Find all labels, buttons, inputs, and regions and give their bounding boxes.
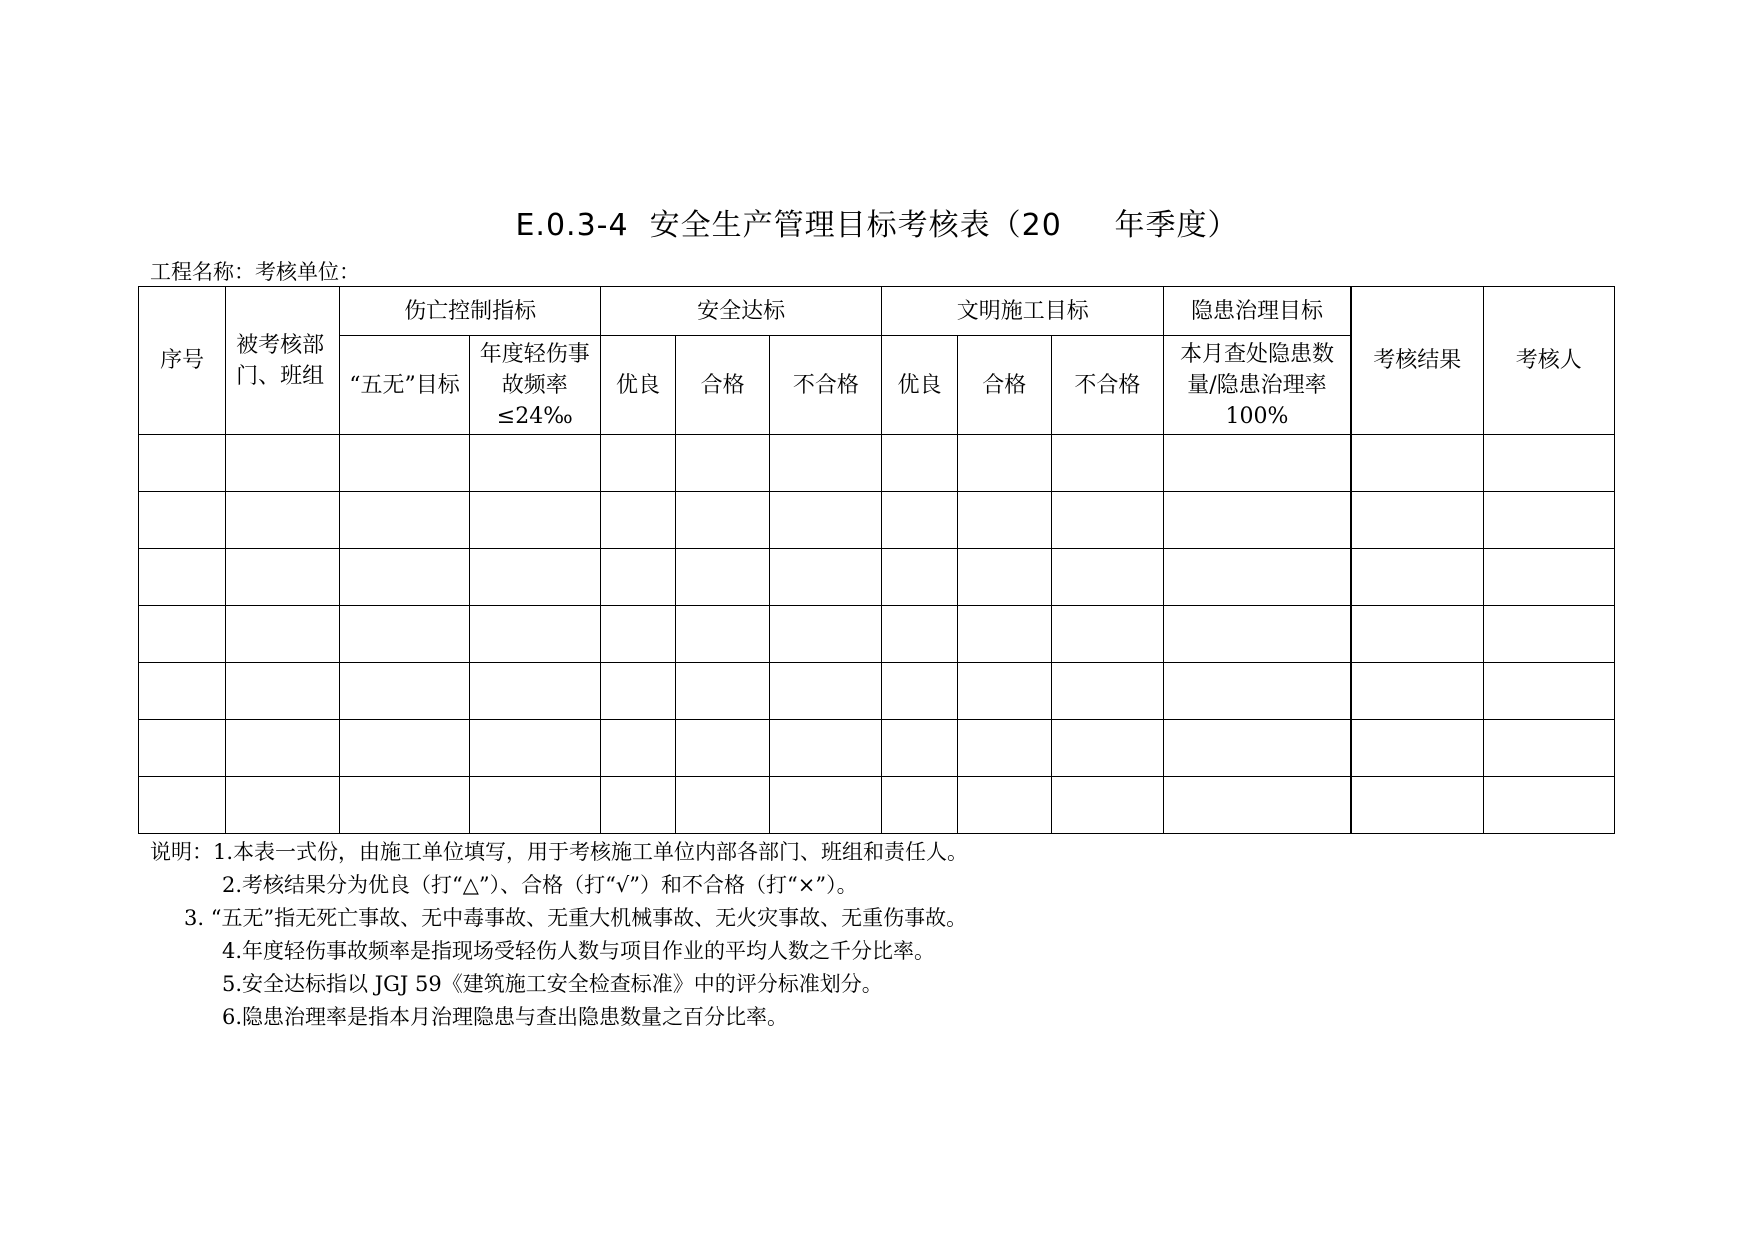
table-cell[interactable] (1483, 435, 1614, 492)
table-cell[interactable] (139, 663, 226, 720)
table-cell[interactable] (139, 720, 226, 777)
table-cell[interactable] (957, 549, 1051, 606)
table-cell[interactable] (226, 435, 340, 492)
note-item-3: 3. “五无”指无死亡事故、无中毒事故、无重大机械事故、无火灾事故、无重伤事故。 (184, 906, 968, 930)
header-civil-good: 优良 (882, 336, 957, 435)
table-cell[interactable] (1483, 663, 1614, 720)
table-cell[interactable] (676, 435, 770, 492)
table-row (139, 777, 1615, 834)
table-cell[interactable] (600, 720, 675, 777)
note-item-4: 4.年度轻伤事故频率是指现场受轻伤人数与项目作业的平均人数之千分比率。 (222, 939, 936, 963)
table-cell[interactable] (1351, 720, 1483, 777)
header-dept: 被考核部门、班组 (226, 287, 340, 435)
table-cell[interactable] (882, 549, 957, 606)
table-cell[interactable] (340, 492, 469, 549)
header-safety-pass: 合格 (676, 336, 770, 435)
table-cell[interactable] (1164, 606, 1351, 663)
table-cell[interactable] (957, 663, 1051, 720)
table-cell[interactable] (770, 549, 882, 606)
table-cell[interactable] (469, 606, 600, 663)
note-item-5: 5.安全达标指以 JGJ 59《建筑施工安全检查标准》中的评分标准划分。 (222, 972, 883, 996)
table-cell[interactable] (1351, 435, 1483, 492)
table-row (139, 663, 1615, 720)
page-title: E.0.3-4 安全生产管理目标考核表（20 年季度） (515, 208, 1239, 243)
table-cell[interactable] (957, 435, 1051, 492)
table-cell[interactable] (600, 492, 675, 549)
note-item-1: 1.本表一式份，由施工单位填写，用于考核施工单位内部各部门、班组和责任人。 (213, 840, 969, 864)
header-hazard-group: 隐患治理目标 (1164, 287, 1351, 336)
table-cell[interactable] (882, 720, 957, 777)
table-cell[interactable] (1164, 720, 1351, 777)
table-cell[interactable] (1483, 777, 1614, 834)
notes (150, 836, 968, 1034)
table-cell[interactable] (676, 720, 770, 777)
table-cell[interactable] (469, 549, 600, 606)
header-safety-good: 优良 (600, 336, 675, 435)
table-cell[interactable] (469, 663, 600, 720)
table-cell[interactable] (600, 435, 675, 492)
table-cell[interactable] (139, 606, 226, 663)
notes-label: 说明： (150, 840, 213, 864)
table-cell[interactable] (1351, 549, 1483, 606)
table-cell[interactable] (139, 492, 226, 549)
table-cell[interactable] (770, 720, 882, 777)
table-cell[interactable] (770, 435, 882, 492)
header-seq: 序号 (139, 287, 226, 435)
table-cell[interactable] (600, 606, 675, 663)
table-row (139, 492, 1615, 549)
note-item-2: 2.考核结果分为优良（打“△”）、合格（打“√”）和不合格（打“×”）。 (222, 873, 858, 897)
table-cell[interactable] (226, 777, 340, 834)
project-name-line: 工程名称：考核单位： (150, 260, 360, 284)
table-cell[interactable] (469, 492, 600, 549)
table-cell[interactable] (226, 720, 340, 777)
header-civil-group: 文明施工目标 (882, 287, 1164, 336)
table-cell[interactable] (1351, 606, 1483, 663)
table-cell[interactable] (1351, 777, 1483, 834)
table-cell[interactable] (340, 663, 469, 720)
header-safety-fail: 不合格 (770, 336, 882, 435)
header-assessor: 考核人 (1483, 287, 1614, 435)
header-civil-pass: 合格 (957, 336, 1051, 435)
table-cell[interactable] (770, 777, 882, 834)
table-cell[interactable] (1164, 435, 1351, 492)
table-cell[interactable] (770, 663, 882, 720)
table-cell[interactable] (469, 720, 600, 777)
table-cell[interactable] (1164, 549, 1351, 606)
table-cell[interactable] (600, 777, 675, 834)
table-cell[interactable] (1164, 777, 1351, 834)
table-cell[interactable] (226, 549, 340, 606)
assessment-table (138, 286, 1615, 834)
table-cell[interactable] (957, 777, 1051, 834)
table-cell[interactable] (1483, 720, 1614, 777)
table-cell[interactable] (676, 777, 770, 834)
table-row (139, 606, 1615, 663)
table-cell[interactable] (882, 777, 957, 834)
table-cell[interactable] (1483, 492, 1614, 549)
table-cell[interactable] (1051, 606, 1163, 663)
table-cell[interactable] (226, 663, 340, 720)
header-row-1 (139, 287, 1615, 336)
table-row (139, 549, 1615, 606)
header-civil-fail: 不合格 (1051, 336, 1163, 435)
header-result: 考核结果 (1351, 287, 1483, 435)
header-injury-rate: 年度轻伤事故频率≤24‰ (469, 336, 600, 435)
note-item-6: 6.隐患治理率是指本月治理隐患与查出隐患数量之百分比率。 (222, 1005, 789, 1029)
table-cell[interactable] (1483, 549, 1614, 606)
header-five-none: “五无”目标 (340, 336, 469, 435)
table-cell[interactable] (1351, 663, 1483, 720)
table-cell[interactable] (882, 435, 957, 492)
table-cell[interactable] (1164, 492, 1351, 549)
table-cell[interactable] (600, 549, 675, 606)
table-cell[interactable] (1051, 663, 1163, 720)
table-cell[interactable] (1051, 435, 1163, 492)
table-cell[interactable] (1164, 663, 1351, 720)
table-cell[interactable] (1351, 492, 1483, 549)
table-body (139, 435, 1615, 834)
table-cell[interactable] (226, 606, 340, 663)
table-cell[interactable] (340, 720, 469, 777)
table-cell[interactable] (882, 663, 957, 720)
table-cell[interactable] (882, 606, 957, 663)
table-cell[interactable] (676, 492, 770, 549)
table-row (139, 720, 1615, 777)
table-cell[interactable] (469, 435, 600, 492)
table-cell[interactable] (770, 492, 882, 549)
table-cell[interactable] (226, 492, 340, 549)
table-cell[interactable] (882, 492, 957, 549)
header-hazard-rate: 本月查处隐患数量/隐患治理率 100% (1164, 336, 1351, 435)
table-cell[interactable] (1051, 492, 1163, 549)
table-cell[interactable] (957, 492, 1051, 549)
table-cell[interactable] (1051, 720, 1163, 777)
table-cell[interactable] (1051, 549, 1163, 606)
table-cell[interactable] (139, 549, 226, 606)
table-cell[interactable] (469, 777, 600, 834)
table-cell[interactable] (1051, 777, 1163, 834)
header-injury-group: 伤亡控制指标 (340, 287, 601, 336)
table-cell[interactable] (957, 606, 1051, 663)
table-row (139, 435, 1615, 492)
table-cell[interactable] (340, 435, 469, 492)
table-cell[interactable] (1483, 606, 1614, 663)
table-cell[interactable] (340, 606, 469, 663)
table-cell[interactable] (770, 606, 882, 663)
table-cell[interactable] (676, 549, 770, 606)
table-cell[interactable] (957, 720, 1051, 777)
table-cell[interactable] (600, 663, 675, 720)
header-safety-group: 安全达标 (600, 287, 882, 336)
note-line-1 (150, 836, 968, 869)
table-cell[interactable] (139, 435, 226, 492)
table-cell[interactable] (340, 777, 469, 834)
table-cell[interactable] (340, 549, 469, 606)
table-cell[interactable] (676, 606, 770, 663)
table-cell[interactable] (139, 777, 226, 834)
table-cell[interactable] (676, 663, 770, 720)
